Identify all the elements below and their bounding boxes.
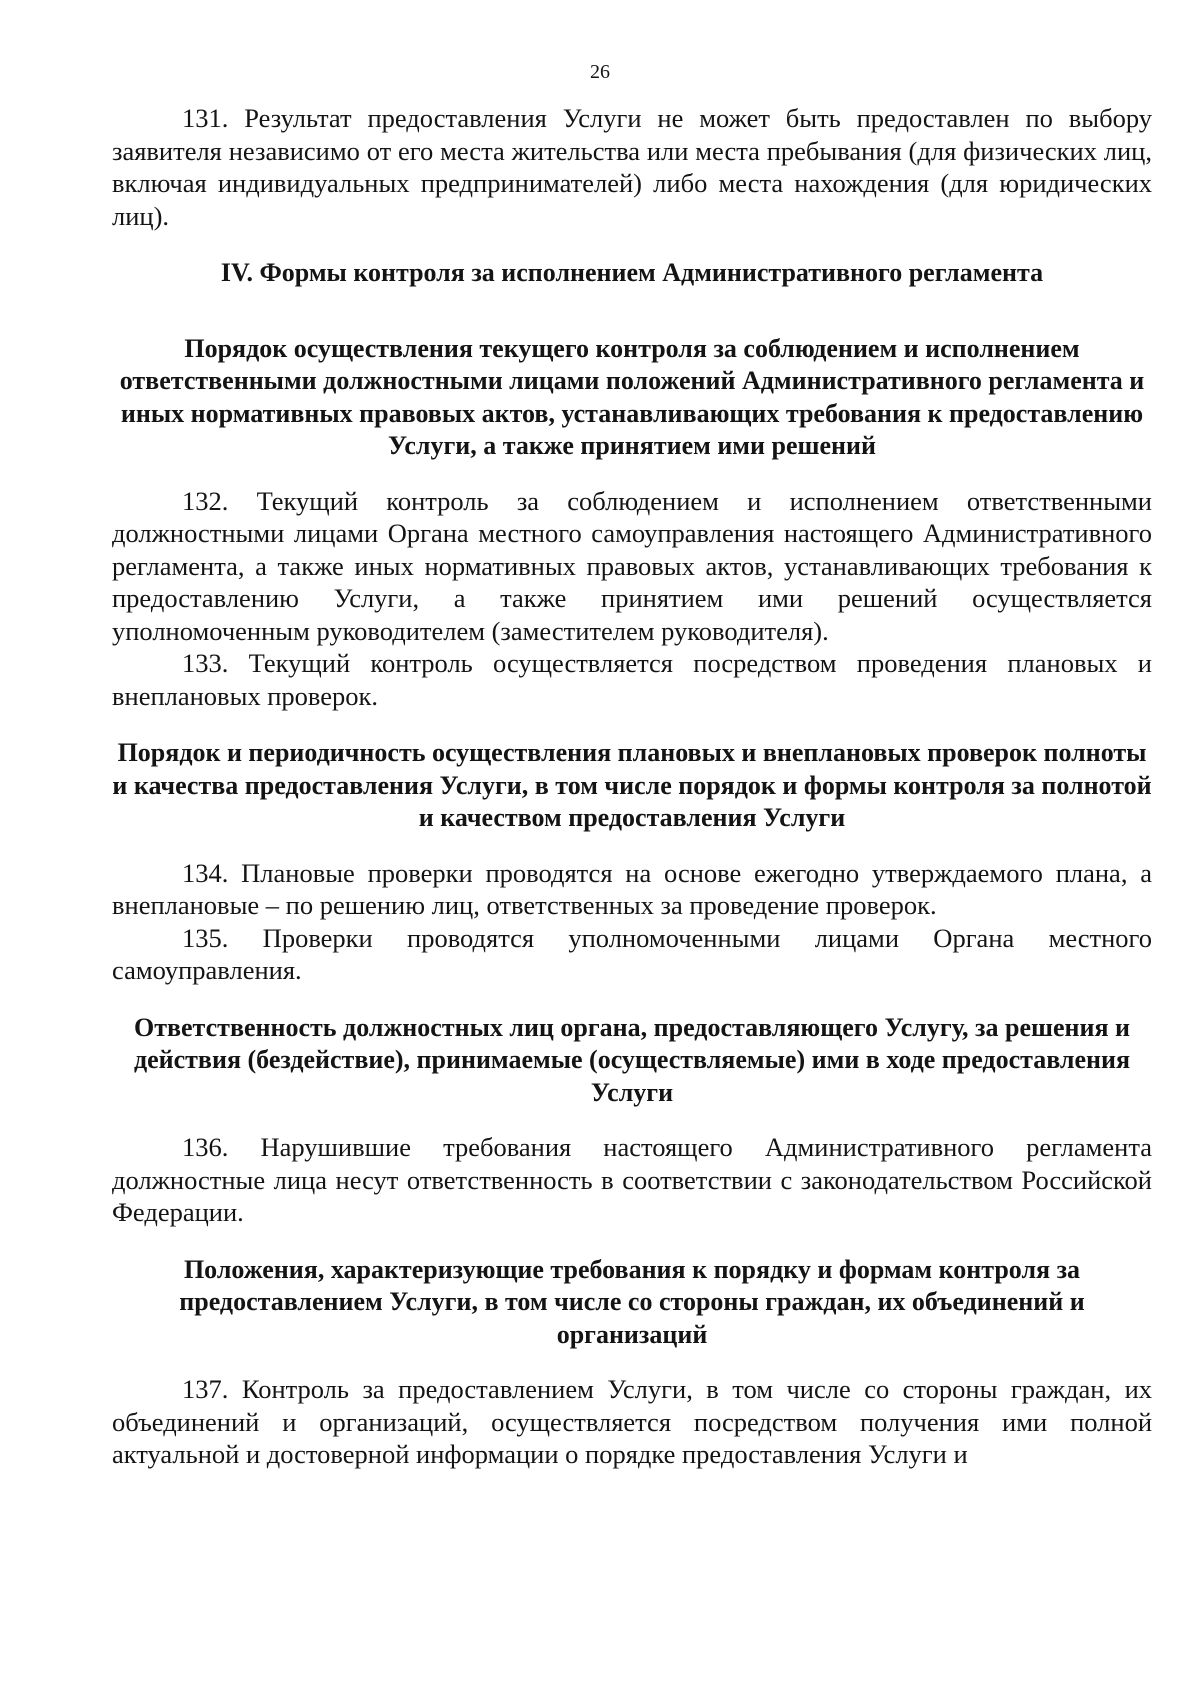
inspections-heading: Порядок и периодичность осуществления плановых и внеплановых проверок полноты и качества предоставления Услуги, в том числе порядок и формы контроля за полнотой и качеством предоставления Услуги (112, 738, 1152, 832)
paragraph-132: 132. Текущий контроль за соблюдением и исполнением ответственными должностными лицами Органа местного самоуправления настоящего Административного регламента, а также иных нормативных правовых актов, устанавливающих требования к предоставлению Услуги, а также принятием ими решений осуществляется уполномоченным руководителем (заместителем руководителя). (112, 485, 1152, 646)
section-iv-heading: IV. Формы контроля за исполнением Административного регламента (220, 258, 1044, 287)
page-body (112, 102, 1152, 1471)
paragraph-137: 137. Контроль за предоставлением Услуги, в том числе со стороны граждан, их объединений и организаций, осуществляется посредством получения ими полной актуальной и достоверной информации о порядке предоставления Услуги и (112, 1374, 1152, 1469)
paragraph-135: 135. Проверки проводятся уполномоченными лицами Органа местного самоуправления. (112, 922, 1152, 985)
paragraph-136: 136. Нарушившие требования настоящего Административного регламента должностные лица несут ответственность в соответствии с законодательством Российской Федерации. (112, 1132, 1152, 1227)
current-control-heading: Порядок осуществления текущего контроля за соблюдением и исполнением ответственными должностными лицами положений Административного регламента и иных нормативных правовых актов, устанавливающих требования к предоставлению Услуги, а также принятием ими решений (119, 333, 1145, 460)
paragraph-133: 133. Текущий контроль осуществляется посредством проведения плановых и внеплановых проверок. (112, 648, 1152, 711)
responsibility-heading: Ответственность должностных лиц органа, предоставляющего Услугу, за решения и действия (бездействие), принимаемые (осуществляемые) ими в ходе предоставления Услуги (133, 1012, 1131, 1107)
paragraph-131: 131. Результат предоставления Услуги не может быть предоставлен по выбору заявителя независимо от его места жительства или места пребывания (для физических лиц, включая индивидуальных предпринимателей) либо места нахождения (для юридических лиц). (112, 103, 1152, 231)
page-number: 26 (590, 61, 610, 83)
citizen-control-heading: Положения, характеризующие требования к порядку и формам контроля за предоставлением Услуги, в том числе со стороны граждан, их объединений и организаций (179, 1254, 1085, 1349)
paragraph-134: 134. Плановые проверки проводятся на основе ежегодно утверждаемого плана, а внеплановые – по решению лиц, ответственных за проведение проверок. (112, 857, 1152, 920)
